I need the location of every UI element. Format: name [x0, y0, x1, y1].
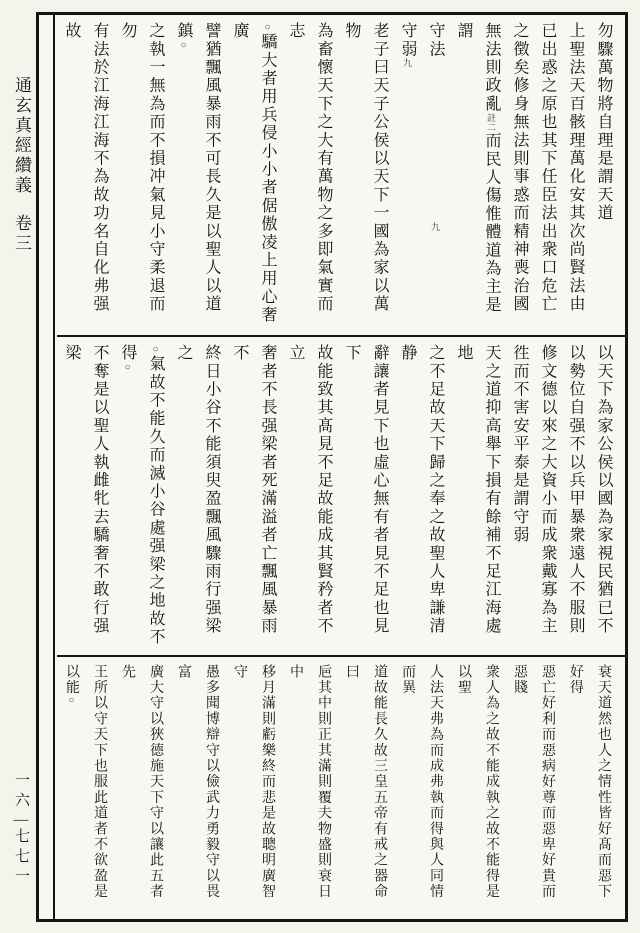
text-frame — [36, 12, 628, 922]
text-column — [589, 344, 617, 651]
text-column — [169, 664, 225, 915]
text-column — [533, 22, 561, 331]
text-column — [225, 664, 281, 915]
text-column — [561, 22, 589, 331]
column-text: 無法則政亂 — [483, 22, 500, 113]
interlinear-note: 九 — [402, 58, 412, 68]
page-number-dash: — — [13, 812, 29, 828]
column-text: 上聖法天百骸理萬化安其次尚賢法由 — [567, 22, 584, 314]
column-text: 故能致其髙見不足故能成其賢矜者不立 — [287, 344, 332, 636]
text-column — [561, 664, 617, 915]
text-column — [589, 22, 617, 331]
column-text: 譬猶飄風暴雨不可長久是以聖人以道鎮 — [175, 22, 220, 314]
text-column — [449, 22, 505, 331]
text-column — [561, 344, 589, 651]
interlinear-note: 九 — [430, 222, 440, 232]
text-column — [393, 664, 449, 915]
text-column — [337, 664, 393, 915]
column-text: 衆人為之故不能成執之故不能得是以聖 — [456, 664, 499, 900]
text-column — [393, 22, 421, 331]
text-column — [337, 22, 393, 331]
column-gap — [434, 58, 436, 222]
column-text: 之不足故天下歸之奉之故聖人卑謙清静 — [399, 344, 444, 636]
text-column — [225, 344, 281, 651]
text-column — [113, 664, 169, 915]
separator-circle: ○ — [178, 40, 189, 52]
column-text: 氣故不能久而滅小谷處强梁之地故不得 — [119, 344, 164, 647]
book-title: 通玄真經纘義 — [12, 76, 31, 196]
column-text: 驕大者用兵侵小小者倨傲凌上用心奢廣 — [231, 22, 276, 325]
column-text: 終日小谷不能須臾盈飄風驟雨行强梁之 — [175, 344, 220, 636]
column-text: 以天下為家公侯以國為家視民猶已不 — [595, 344, 612, 636]
column-text: 巵其中則正其滿則覆夫物盛則衰日中 — [288, 664, 331, 900]
column-text: 之執一無為而不損冲氣見小守柔退而勿 — [119, 22, 164, 314]
text-band-bottom — [57, 655, 625, 919]
margin-spine-label — [9, 76, 34, 316]
text-column — [505, 664, 561, 915]
text-column — [449, 664, 505, 915]
text-band-middle — [57, 335, 625, 655]
double-border-line — [53, 15, 55, 919]
column-text: 為畜懷天下之大有萬物之多即氣實而志 — [287, 22, 332, 314]
text-column — [169, 22, 225, 331]
text-column — [337, 344, 393, 651]
page-number-book: 一六 — [13, 772, 29, 812]
column-text: 以勢位自强不以兵甲暴衆遠人不服則 — [567, 344, 584, 636]
text-column — [57, 22, 113, 331]
text-column — [393, 344, 449, 651]
interlinear-note: 註二 — [486, 113, 496, 132]
text-column — [449, 344, 505, 651]
text-column — [505, 22, 533, 331]
column-text: 愚多聞博辯守以儉武力勇毅守以畏富 — [176, 664, 219, 900]
column-text: 守弱 — [399, 22, 416, 59]
text-column — [57, 344, 113, 651]
text-column — [225, 22, 281, 331]
column-text: 有法於江海江海不為故功名自化弗强故 — [63, 22, 108, 314]
text-column — [505, 344, 533, 651]
text-column — [281, 344, 337, 651]
column-text: 已出惑之原也其下任臣法出衆口危亡 — [539, 22, 556, 314]
column-text: 王所以守天下也服此道者不欲盈是以能 — [64, 664, 107, 900]
column-text: 而民人傷惟體道為主是謂 — [455, 22, 500, 314]
text-band-top — [57, 15, 625, 335]
column-text: 修文德以來之大資小而成衆戴寡為主 — [539, 344, 556, 636]
column-text: 廣大守以狹德施天下守以讓此五者先 — [120, 664, 163, 900]
text-column — [113, 22, 169, 331]
page-number — [11, 772, 32, 922]
column-text: 人法天弗為而成弗執而得與人同情而異 — [400, 664, 443, 900]
column-text: 移月滿則虧樂終而悲是故聰明廣智守 — [232, 664, 275, 900]
text-column — [281, 22, 337, 331]
column-text: 道故能長久故三皇五帝有戒之器命曰 — [344, 664, 387, 900]
band-stack — [57, 15, 625, 919]
separator-circle: ○ — [150, 344, 161, 355]
column-text: 之徴矣修身無法則事惑而精神喪治國 — [511, 22, 528, 314]
text-column — [113, 344, 169, 651]
separator-circle: ○ — [122, 362, 133, 374]
column-text: 徃而不害安平泰是謂守弱 — [511, 344, 528, 545]
separator-circle: ○ — [66, 695, 77, 707]
volume-label: 卷三 — [12, 214, 31, 254]
column-text: 奢者不長强梁者死滿溢者亡飄風暴雨不 — [231, 344, 276, 636]
column-text: 守法 — [427, 22, 444, 59]
text-column — [421, 22, 449, 331]
text-column — [281, 664, 337, 915]
column-text: 老子曰天子公侯以天下一國為家以萬物 — [343, 22, 388, 314]
text-column — [57, 664, 113, 915]
column-text: 辭讓者見下也虛心無有者見不足也見下 — [343, 344, 388, 636]
separator-circle: ○ — [262, 22, 273, 33]
column-text: 天之道抑高舉下損有餘補不足江海處地 — [455, 344, 500, 636]
text-column — [533, 344, 561, 651]
column-text: 衰天道然也人之情性皆好髙而惡下好得 — [568, 664, 611, 900]
column-text: 不奪是以聖人執雌牝去驕奢不敢行强梁 — [63, 344, 108, 636]
column-text: 勿驟萬物將自理是謂天道 — [595, 22, 612, 223]
page-number-folio: 七七一 — [13, 828, 29, 888]
text-column — [169, 344, 225, 651]
column-text: 惡亡好利而惡病好尊而惡卑好貴而惡賤 — [512, 664, 555, 900]
